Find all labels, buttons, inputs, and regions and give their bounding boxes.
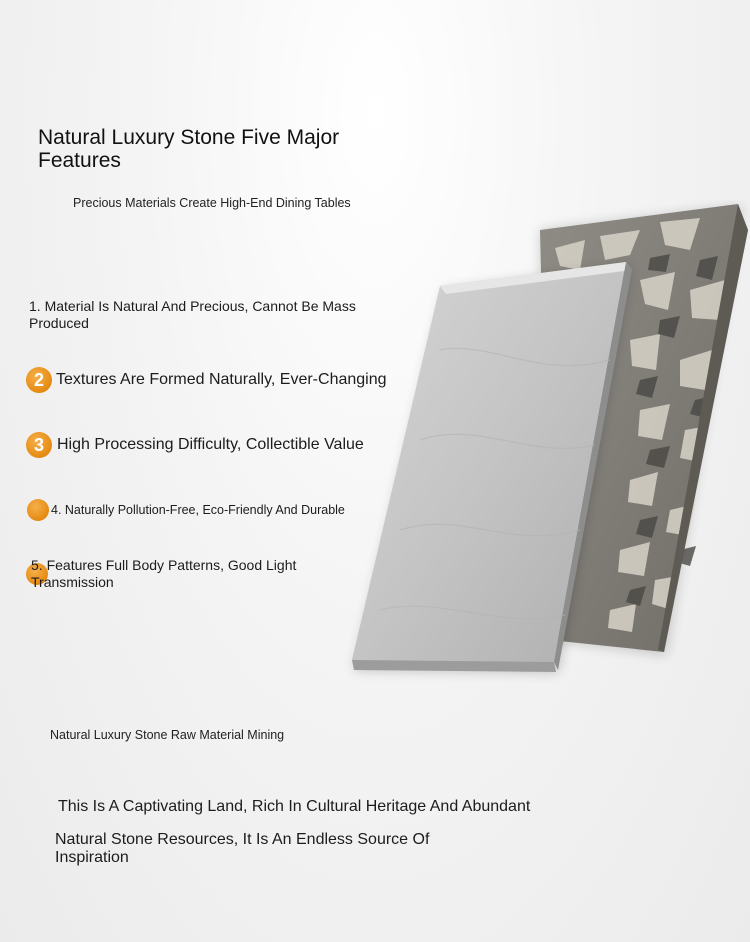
mining-heading: Natural Luxury Stone Raw Material Mining xyxy=(50,728,285,742)
feature-5-text: 5. Features Full Body Patterns, Good Light Transmission xyxy=(31,557,297,590)
feature-4-badge xyxy=(27,499,49,521)
stone-slabs-image xyxy=(340,200,750,690)
feature-4-text: 4. Naturally Pollution-Free, Eco-Friendly And Durable xyxy=(51,503,345,517)
page-title: Natural Luxury Stone Five Major Features xyxy=(38,126,340,172)
feature-2-number-badge: 2 xyxy=(26,367,52,393)
feature-1-text: 1. Material Is Natural And Precious, Cannot Be Mass Produced xyxy=(29,298,356,331)
feature-2-text: Textures Are Formed Naturally, Ever-Changing xyxy=(56,371,387,388)
feature-3-number-badge: 3 xyxy=(26,432,52,458)
mining-paragraph-line-1: This Is A Captivating Land, Rich In Cultural Heritage And Abundant xyxy=(58,798,531,815)
page-subtitle: Precious Materials Create High-End Dining Tables xyxy=(73,196,351,210)
feature-3-text: High Processing Difficulty, Collectible Value xyxy=(57,436,364,453)
mining-paragraph-line-2: Natural Stone Resources, It Is An Endless Source Of Inspiration xyxy=(55,831,430,866)
